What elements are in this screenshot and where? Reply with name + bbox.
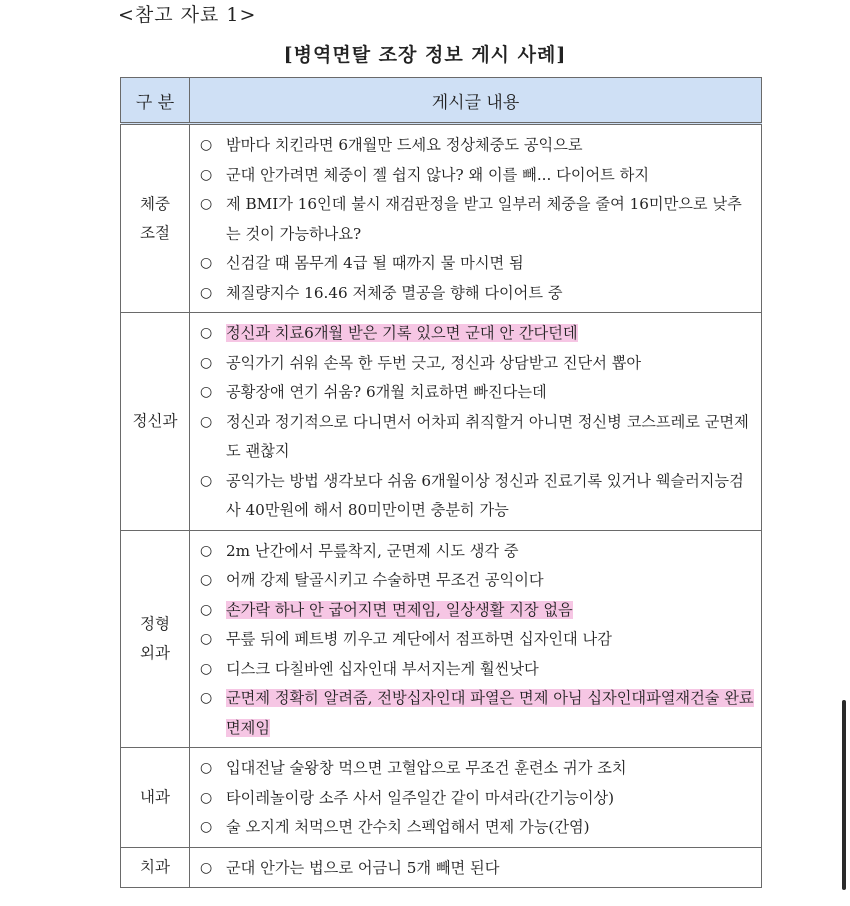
item-text-span: 공황장애 연기 쉬움? 6개월 치료하면 빠진다는데: [226, 383, 547, 401]
list-item: [200, 279, 755, 309]
item-text: [226, 319, 755, 349]
list-item: [200, 625, 755, 655]
list-item: [200, 467, 755, 526]
list-item: [200, 319, 755, 349]
table-title: [병역면탈 조장 정보 게시 사례]: [283, 44, 567, 66]
content-cell: [190, 847, 762, 888]
item-text-span: 밤마다 치킨라면 6개월만 드세요 정상체중도 공익으로: [226, 136, 583, 154]
item-text: [226, 566, 755, 596]
list-item: [200, 161, 755, 191]
item-text-span: 무릎 뒤에 페트병 끼우고 계단에서 점프하면 십자인대 나감: [226, 630, 612, 648]
circle-bullet-icon: ○: [200, 384, 213, 400]
circle-bullet-icon: ○: [200, 472, 213, 489]
category-cell: [121, 124, 190, 313]
list-item: [200, 408, 755, 467]
table-row: [121, 313, 762, 531]
item-text-span: 공익가기 쉬워 손목 한 두번 긋고, 정신과 상담받고 진단서 뽑아: [226, 353, 642, 372]
circle-bullet-icon: ○: [200, 196, 213, 212]
item-text-span: 타이레놀이랑 소주 사서 일주일간 같이 마셔라(간기능이상): [226, 788, 615, 807]
item-text: [226, 190, 755, 249]
category-label: 조절: [140, 223, 170, 242]
circle-bullet-icon: ○: [200, 690, 213, 706]
item-text-span: 신검갈 때 몸무게 4급 될 때까지 물 마시면 됨: [226, 254, 524, 272]
circle-bullet-icon: ○: [200, 413, 213, 430]
cases-table: [120, 77, 762, 888]
list-item: [200, 754, 755, 784]
item-text-span: 어깨 강제 탈골시키고 수술하면 무조건 공익이다: [226, 571, 544, 589]
table-row: [121, 847, 762, 888]
item-text: [226, 131, 755, 161]
item-text-span: 군대 안가려면 체중이 젤 쉽지 않나? 왜 이를 빼... 다이어트 하지: [226, 165, 650, 184]
item-text-span: 정신과 치료6개월 받은 기록 있으면 군대 안 간다던데: [226, 324, 578, 342]
list-item: [200, 784, 755, 814]
category-cell: [121, 748, 190, 848]
list-item: [200, 854, 755, 884]
list-item: [200, 378, 755, 408]
circle-bullet-icon: ○: [200, 789, 213, 806]
list-item: [200, 190, 755, 249]
circle-bullet-icon: ○: [200, 354, 213, 371]
list-item: [200, 596, 755, 626]
item-text: [226, 408, 755, 467]
list-item: [200, 566, 755, 596]
list-item: [200, 349, 755, 379]
item-text: [226, 854, 755, 884]
item-text: [226, 784, 755, 814]
header-category: 구 분: [121, 78, 190, 124]
category-label: 외과: [140, 643, 170, 662]
item-text-span: 2m 난간에서 무릎착지, 군면제 시도 생각 중: [226, 541, 519, 560]
table-row: [121, 124, 762, 313]
item-text: [226, 279, 755, 309]
circle-bullet-icon: ○: [200, 760, 213, 776]
item-text: [226, 349, 755, 379]
item-text: [226, 378, 755, 408]
item-text-span: 술 오지게 처먹으면 간수치 스펙업해서 면제 가능(간염): [226, 818, 590, 836]
category-label: 정신과: [132, 411, 178, 430]
list-item: [200, 537, 755, 567]
item-text: [226, 161, 755, 191]
item-text: [226, 813, 755, 843]
list-item: [200, 249, 755, 279]
circle-bullet-icon: ○: [200, 166, 213, 183]
item-text-span: 제 BMI가 16인데 불시 재검판정을 받고 일부러 체중을 줄여 16미만으로 낮추는 것이 가능하나요?: [226, 195, 742, 243]
table-row: [121, 748, 762, 848]
circle-bullet-icon: ○: [200, 284, 213, 301]
item-text-span: 군면제 정확히 알려줌, 전방십자인대 파열은 면제 아님 십자인대파열재건술 완료 면제임: [226, 689, 754, 737]
item-text-span: 디스크 다칠바엔 십자인대 부서지는게 훨씬낫다: [226, 659, 539, 678]
circle-bullet-icon: ○: [200, 137, 213, 153]
item-text: [226, 684, 755, 743]
list-item: [200, 813, 755, 843]
item-text: [226, 655, 755, 685]
item-text: [226, 596, 755, 626]
item-text: [226, 467, 755, 526]
circle-bullet-icon: ○: [200, 859, 213, 876]
item-text: [226, 625, 755, 655]
list-item: [200, 655, 755, 685]
content-cell: [190, 748, 762, 848]
item-text-span: 손가락 하나 안 굽어지면 면제임, 일상생활 지장 없음: [226, 600, 573, 619]
table-body: [121, 124, 762, 888]
item-text-span: 정신과 정기적으로 다니면서 어차피 취직할거 아니면 정신병 코스프레로 군면제도 괜찮지: [226, 412, 749, 460]
circle-bullet-icon: ○: [200, 255, 213, 271]
header-row: [121, 78, 762, 124]
reference-title: <참고 자료 1>: [118, 4, 257, 26]
item-text: [226, 537, 755, 567]
circle-bullet-icon: ○: [200, 325, 213, 341]
circle-bullet-icon: ○: [200, 819, 213, 835]
category-label: 정형: [140, 614, 170, 633]
item-text-span: 군대 안가는 법으로 어금니 5개 빼면 된다: [226, 858, 500, 877]
category-label: 내과: [140, 787, 170, 806]
table-row: [121, 530, 762, 748]
circle-bullet-icon: ○: [200, 601, 213, 618]
category-cell: [121, 313, 190, 531]
list-item: [200, 684, 755, 743]
list-item: [200, 131, 755, 161]
scrollbar[interactable]: [842, 700, 846, 890]
item-text-span: 입대전날 술왕창 먹으면 고혈압으로 무조건 훈련소 귀가 조치: [226, 759, 627, 777]
circle-bullet-icon: ○: [200, 572, 213, 588]
circle-bullet-icon: ○: [200, 542, 213, 559]
item-text-span: 체질량지수 16.46 저체중 멸공을 향해 다이어트 중: [226, 283, 563, 302]
item-text: [226, 249, 755, 279]
category-label: 체중: [140, 194, 170, 213]
category-cell: [121, 847, 190, 888]
header-content: 게시글 내용: [190, 78, 762, 124]
content-cell: [190, 124, 762, 313]
circle-bullet-icon: ○: [200, 660, 213, 677]
content-cell: [190, 530, 762, 748]
category-cell: [121, 530, 190, 748]
category-label: 치과: [140, 857, 170, 876]
item-text: [226, 754, 755, 784]
item-text-span: 공익가는 방법 생각보다 쉬움 6개월이상 정신과 진료기록 있거나 웩슬러지능검사 40만원에 해서 80미만이면 충분히 가능: [226, 471, 744, 519]
content-cell: [190, 313, 762, 531]
circle-bullet-icon: ○: [200, 631, 213, 647]
